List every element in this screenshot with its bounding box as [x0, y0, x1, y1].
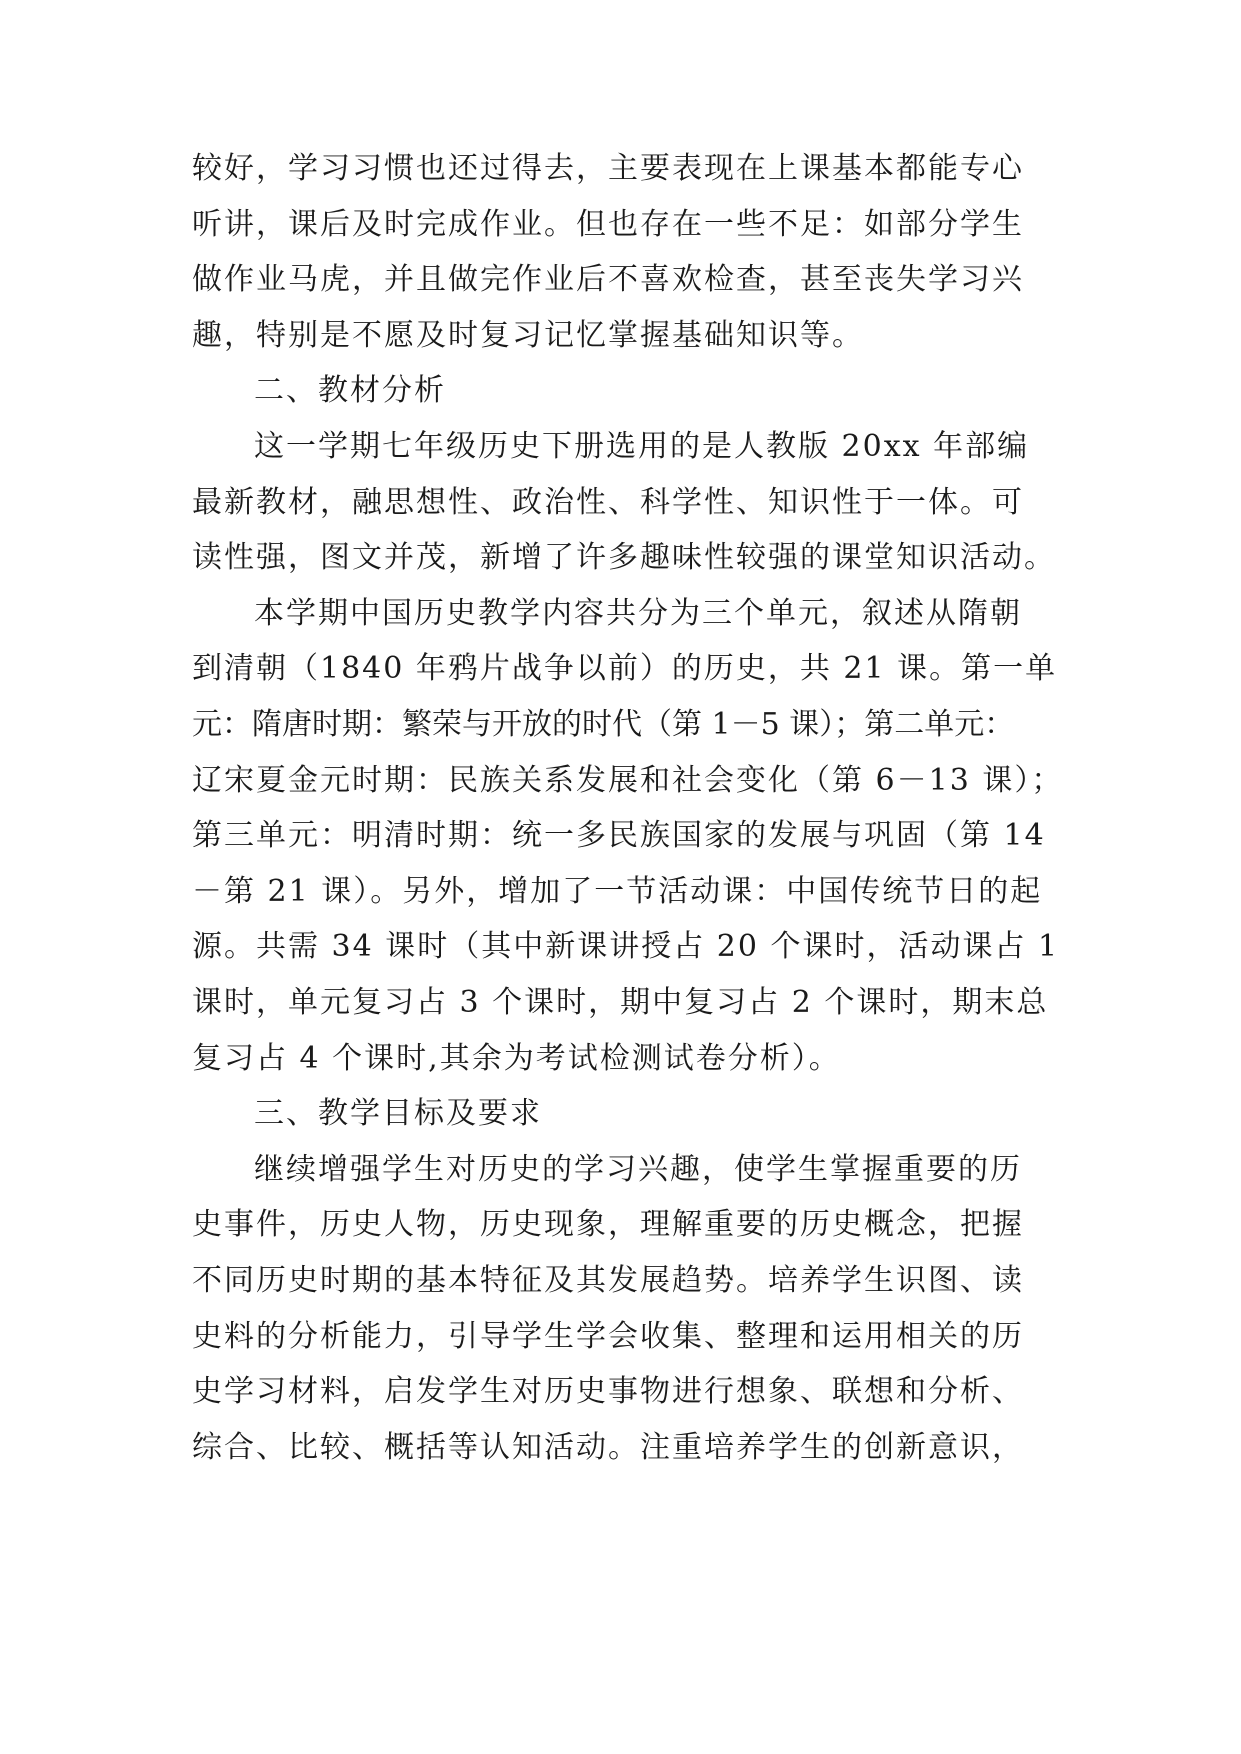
- paragraph-line: 史学习材料，启发学生对历史事物进行想象、联想和分析、: [192, 1374, 1024, 1409]
- paragraph-line: 复习占 4 个课时,其余为考试检测试卷分析）。: [192, 1041, 841, 1076]
- paragraph-line: 第三单元：明清时期：统一多民族国家的发展与巩固（第 14: [192, 818, 1046, 853]
- paragraph-line: 课时，单元复习占 3 个课时，期中复习占 2 个课时，期末总: [192, 985, 1049, 1020]
- paragraph-line: 综合、比较、概括等认知活动。注重培养学生的创新意识，: [192, 1430, 1024, 1465]
- paragraph-line: 辽宋夏金元时期：民族关系发展和社会变化（第 6－13 课）；: [192, 763, 1064, 798]
- paragraph-line: 读性强，图文并茂，新增了许多趣味性较强的课堂知识活动。: [192, 540, 1056, 575]
- paragraph-line: 到清朝（1840 年鸦片战争以前）的历史，共 21 课。第一单: [192, 651, 1058, 686]
- paragraph-line: 本学期中国历史教学内容共分为三个单元，叙述从隋朝: [254, 596, 1022, 631]
- paragraph-line: 不同历史时期的基本特征及其发展趋势。培养学生识图、读: [192, 1263, 1024, 1298]
- paragraph-line: 元：隋唐时期：繁荣与开放的时代（第 1－5 课）；第二单元：: [192, 707, 1015, 742]
- paragraph-line: 这一学期七年级历史下册选用的是人教版 20xx 年部编: [254, 429, 1030, 464]
- paragraph-line: 史料的分析能力，引导学生学会收集、整理和运用相关的历: [192, 1319, 1024, 1354]
- paragraph-line: 最新教材，融思想性、政治性、科学性、知识性于一体。可: [192, 485, 1024, 520]
- paragraph-line: 听讲，课后及时完成作业。但也存在一些不足：如部分学生: [192, 207, 1024, 242]
- paragraph-line: 做作业马虎，并且做完作业后不喜欢检查，甚至丧失学习兴: [192, 262, 1024, 297]
- paragraph-line: 较好，学习习惯也还过得去，主要表现在上课基本都能专心: [192, 151, 1024, 186]
- paragraph-line: －第 21 课）。另外，增加了一节活动课：中国传统节日的起: [192, 874, 1043, 909]
- paragraph-line: 趣，特别是不愿及时复习记忆掌握基础知识等。: [192, 318, 864, 353]
- paragraph-line: 源。共需 34 课时（其中新课讲授占 20 个课时，活动课占 1: [192, 929, 1060, 964]
- section-heading: 二、教材分析: [254, 373, 446, 408]
- paragraph-line: 史事件，历史人物，历史现象，理解重要的历史概念，把握: [192, 1207, 1024, 1242]
- section-heading: 三、教学目标及要求: [254, 1096, 542, 1131]
- paragraph-line: 继续增强学生对历史的学习兴趣，使学生掌握重要的历: [254, 1152, 1022, 1187]
